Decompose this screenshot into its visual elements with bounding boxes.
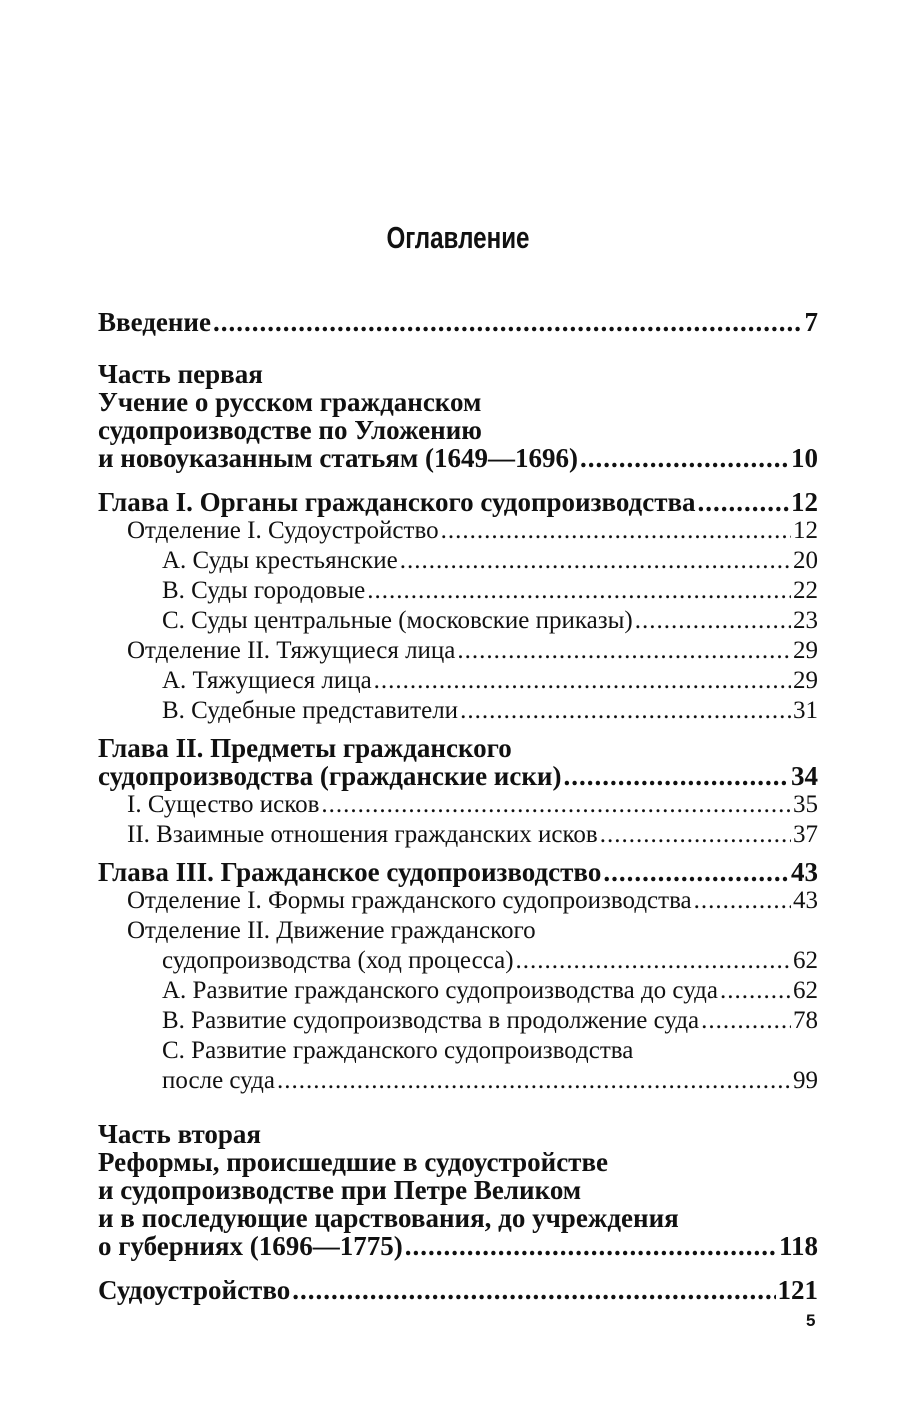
part-heading-line: и судопроизводстве при Петре Великом — [98, 1175, 582, 1205]
toc-page-number: 7 — [804, 307, 818, 337]
toc-section[interactable] — [98, 820, 818, 850]
toc-page-number: 10 — [791, 443, 818, 473]
section-heading-last-line — [98, 946, 818, 976]
toc-page-number: 43 — [793, 887, 818, 914]
subsection-heading-line: С. Развитие гражданского судопроизводства — [162, 1037, 634, 1064]
page-number: 5 — [806, 1311, 816, 1330]
toc-part-1[interactable] — [98, 360, 818, 472]
dot-leader — [698, 488, 789, 516]
toc-entry-text: II. Взаимные отношения гражданских исков — [127, 821, 598, 848]
toc-page-number: 35 — [793, 791, 818, 818]
dot-leader — [441, 516, 791, 546]
toc-page-number: 29 — [793, 667, 818, 694]
toc-page-number: 62 — [793, 977, 818, 1004]
toc-page-number: 22 — [793, 577, 818, 604]
toc-page-number: 62 — [793, 947, 818, 974]
dot-leader — [603, 858, 789, 886]
toc-page-number: 99 — [793, 1067, 818, 1094]
toc-subsection[interactable] — [98, 546, 818, 576]
dot-leader — [600, 820, 791, 850]
toc-entry-text: Введение — [98, 307, 211, 337]
toc-entry-text: Судоустройство — [98, 1275, 291, 1305]
toc-page-number: 34 — [791, 761, 818, 791]
toc-entry-text: судопроизводства (гражданские иски) — [98, 761, 562, 791]
toc-page-number: 20 — [793, 547, 818, 574]
toc-entry-text: В. Суды городовые — [162, 577, 366, 604]
section-heading-line: Отделение II. Движение гражданского — [127, 917, 536, 944]
part-heading-last-line — [98, 1232, 818, 1260]
toc-subsection[interactable] — [98, 606, 818, 636]
dot-leader — [701, 1006, 791, 1036]
toc-subsection[interactable] — [98, 1036, 818, 1096]
dot-leader — [374, 666, 791, 696]
toc-entry-text: А. Тяжущиеся лица — [162, 667, 372, 694]
chapter-heading-line: Глава II. Предметы гражданского — [98, 733, 512, 763]
toc-entry-text: и новоуказанным статьям (1649—1696) — [98, 443, 579, 473]
toc-subsection[interactable] — [98, 666, 818, 696]
toc-chapter-2[interactable] — [98, 734, 818, 790]
toc-subsection[interactable] — [98, 976, 818, 1006]
toc-section[interactable] — [98, 516, 818, 546]
table-of-contents — [98, 308, 818, 1304]
toc-section[interactable] — [98, 636, 818, 666]
toc-entry-text: А. Суды крестьянские — [162, 547, 398, 574]
subsection-heading-last-line — [98, 1066, 818, 1096]
toc-page-number: 43 — [791, 857, 818, 887]
toc-page-number: 37 — [793, 821, 818, 848]
dot-leader — [213, 308, 803, 336]
toc-subsection[interactable] — [98, 576, 818, 606]
dot-leader — [460, 696, 791, 726]
toc-page-number: 29 — [793, 637, 818, 664]
dot-leader — [580, 444, 789, 472]
dot-leader — [720, 976, 791, 1006]
toc-subsection[interactable] — [98, 696, 818, 726]
toc-part-2[interactable] — [98, 1120, 818, 1260]
toc-page-number: 121 — [777, 1275, 818, 1305]
toc-chapter-3[interactable] — [98, 858, 818, 886]
dot-leader — [516, 946, 791, 976]
toc-page-number: 118 — [778, 1231, 818, 1261]
dot-leader — [457, 636, 791, 666]
toc-page-number: 12 — [793, 517, 818, 544]
part-heading-line: Часть вторая — [98, 1119, 262, 1149]
toc-page-number: 23 — [793, 607, 818, 634]
toc-entry-text: о губерниях (1696—1775) — [98, 1231, 403, 1261]
toc-entry-text: В. Судебные представители — [162, 697, 459, 724]
dot-leader — [277, 1066, 791, 1096]
toc-page-number: 31 — [793, 697, 818, 724]
toc-entry-text: Отделение I. Формы гражданского судопроизводства — [127, 887, 692, 914]
toc-entry-text: Отделение I. Судоустройство — [127, 517, 439, 544]
toc-entry-text: судопроизводства (ход процесса) — [162, 947, 514, 974]
chapter-heading-last-line — [98, 762, 818, 790]
dot-leader — [694, 886, 791, 916]
toc-entry-text: Глава I. Органы гражданского судопроизводства — [98, 487, 696, 517]
toc-section[interactable] — [98, 790, 818, 820]
toc-entry-court-system[interactable] — [98, 1276, 818, 1304]
dot-leader — [563, 762, 789, 790]
toc-chapter-1[interactable] — [98, 488, 818, 516]
toc-entry-text: А. Развитие гражданского судопроизводства до суда — [162, 977, 718, 1004]
dot-leader — [292, 1276, 775, 1304]
toc-subsection[interactable] — [98, 1006, 818, 1036]
toc-page-number: 78 — [793, 1007, 818, 1034]
part-heading-line: Часть первая — [98, 359, 263, 389]
dot-leader — [635, 606, 791, 636]
dot-leader — [367, 576, 791, 606]
toc-section[interactable] — [98, 916, 818, 976]
toc-entry-intro[interactable] — [98, 308, 818, 336]
toc-entry-text: после суда — [162, 1067, 275, 1094]
part-heading-line: судопроизводстве по Уложению — [98, 415, 482, 445]
toc-entry-text: В. Развитие судопроизводства в продолжение суда — [162, 1007, 700, 1034]
toc-page-number: 12 — [791, 487, 818, 517]
toc-entry-text: Глава III. Гражданское судопроизводство — [98, 857, 602, 887]
toc-entry-text: I. Существо исков — [127, 791, 320, 818]
toc-entry-text: Отделение II. Тяжущиеся лица — [127, 637, 456, 664]
toc-section[interactable] — [98, 886, 818, 916]
dot-leader — [400, 546, 791, 576]
dot-leader — [321, 790, 791, 820]
part-heading-line: Реформы, происшедшие в судоустройстве — [98, 1147, 609, 1177]
part-heading-line: Учение о русском гражданском — [98, 387, 482, 417]
part-heading-line: и в последующие царствования, до учреждения — [98, 1203, 679, 1233]
toc-entry-text: С. Суды центральные (московские приказы) — [162, 607, 633, 634]
dot-leader — [405, 1232, 777, 1260]
part-heading-last-line — [98, 444, 818, 472]
page-title: Оглавление — [386, 220, 530, 255]
